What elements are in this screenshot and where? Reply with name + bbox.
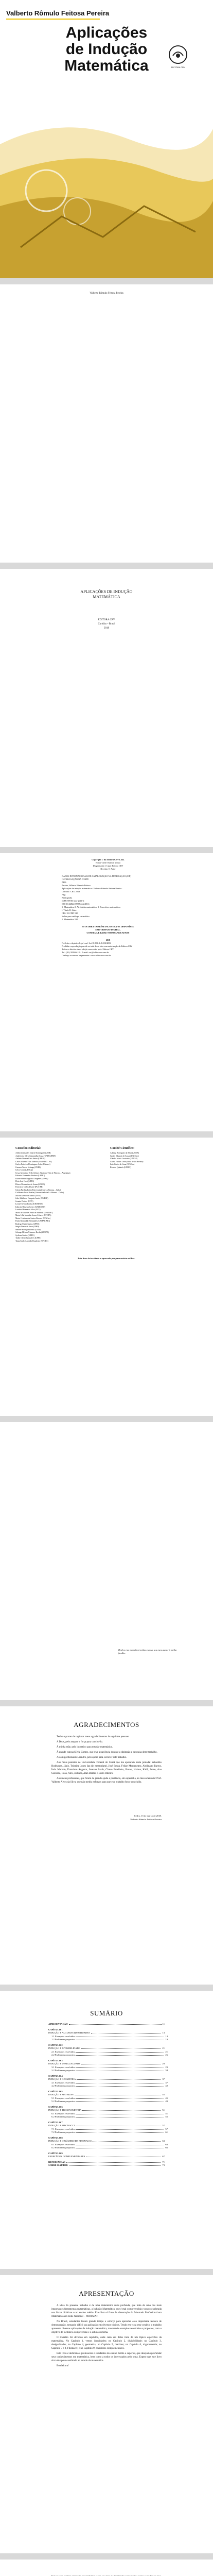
council-member: Leonel Severo Rocha (UNISINOS) <box>15 1203 43 1205</box>
toc-page-number: 51 <box>165 2112 168 2115</box>
toc-label: EXERCÍCIOS COMPLEMENTARES <box>48 2155 85 2158</box>
title-page <box>0 569 213 847</box>
presentation-page <box>0 2275 213 2553</box>
toc-leader <box>76 2115 164 2117</box>
toc-leader <box>86 2155 161 2157</box>
acknowledgment-paragraph: Ao amigo Reinaldo Leandro, pelo apoio para escrever este trabalho. <box>57 1756 127 1759</box>
toc-leader <box>76 2143 164 2145</box>
toc-row[interactable] <box>48 2152 165 2155</box>
toc-label: CAPÍTULO 8 <box>48 2136 63 2139</box>
toc-label: 1.1 Exemplos resolvidos <box>51 2035 75 2038</box>
toc-label: CAPÍTULO 3 <box>48 2059 63 2062</box>
page-gap <box>0 2269 213 2275</box>
toc-leader <box>81 2047 162 2049</box>
toc-row[interactable] <box>48 2140 165 2143</box>
toc-page-number: 45 <box>162 2093 165 2096</box>
toc-label: 8.1 Exemplos resolvidos <box>51 2143 75 2146</box>
toc-page-number: 42 <box>165 2084 168 2087</box>
toc-label: 7.1 Exemplos resolvidos <box>51 2127 75 2130</box>
council-member: Carlos Federico Dominguez Avila (Unieuro) <box>15 1163 50 1165</box>
toc-row[interactable] <box>48 2161 165 2164</box>
title-page-title <box>0 589 213 600</box>
toc-leader <box>77 2078 161 2080</box>
toc-row[interactable] <box>48 2146 168 2149</box>
council-member: Solange Helena Ximenes-Rocha (UFOPA) <box>15 1231 49 1233</box>
council-member: Maria Cristina dos Santos Bezerra (UFSCar) <box>15 1217 51 1219</box>
toc-label: 1.2 Problemas propostos <box>51 2038 75 2041</box>
copyright-line: Índice para catálogo sistemático <box>62 915 90 918</box>
toc-page-number: 57 <box>165 2127 168 2130</box>
toc-label: 3.1 Exemplos resolvidos <box>51 2065 75 2069</box>
toc-label: 2.1 Exemplos resolvidos <box>51 2050 75 2053</box>
acknowledgment-paragraph: À minha mãe, pelo incentivo para estudar matemática. <box>57 1746 113 1749</box>
copyright-line: Copyright © da Editora CRV Ltda. <box>92 858 125 861</box>
toc-row[interactable] <box>48 2143 168 2146</box>
council-member: Simone Rodrigues Pinto (UNB) <box>15 1228 41 1231</box>
toc-label: 6.1 Exemplos resolvidos <box>51 2112 75 2115</box>
copyright-line: I. Título II. Série. <box>62 909 77 911</box>
toc-row[interactable] <box>48 2038 168 2041</box>
toc-row[interactable] <box>48 2115 168 2119</box>
copyright-line: CONHEÇA E BAIXE NOSSO APLICATIVO! <box>86 931 130 934</box>
presentation-body <box>51 2304 162 2369</box>
toc-row[interactable] <box>48 2028 165 2031</box>
cover-author: Valberto Rômulo Feitosa Pereira <box>6 9 110 17</box>
toc-page-number: 13 <box>162 2031 165 2034</box>
toc-label: INDUÇÃO E O NÚMERO DE FIBONACCI <box>48 2140 92 2142</box>
toc-row[interactable] <box>48 2075 165 2078</box>
copyright-line: Diagramação e Capa: Editora CRV <box>93 865 123 867</box>
scientific-committee-column <box>110 1147 198 1169</box>
toc-label: 8.2 Problemas propostos <box>51 2146 75 2149</box>
toc-page-number: 29 <box>162 2062 165 2065</box>
toc-row[interactable] <box>48 2023 165 2026</box>
council-list <box>15 1152 103 1243</box>
toc-row[interactable] <box>48 2106 165 2109</box>
copyright-line: DOI 10.24824/978854442400.6 <box>62 903 90 905</box>
toc-row[interactable] <box>48 2090 165 2093</box>
toc-row[interactable] <box>48 2050 168 2054</box>
page-gap <box>0 563 213 569</box>
toc-row[interactable] <box>48 2069 168 2072</box>
toc-leader <box>69 2023 162 2025</box>
toc-label: INDUÇÃO E MATRIZES <box>48 2093 74 2096</box>
toc-label: CAPÍTULO 9 <box>48 2151 63 2155</box>
copyright-block <box>62 858 154 957</box>
cover-title-line: de Indução <box>65 41 148 58</box>
toc-label: 7.2 Problemas propostos <box>51 2131 75 2133</box>
toc-row[interactable] <box>48 2097 168 2100</box>
toc-label: CAPÍTULO 7 <box>48 2121 63 2124</box>
toc-page-number: 21 <box>162 2047 165 2049</box>
title-line: MATEMÁTICA <box>93 595 120 599</box>
copyright-line: Pereira, Valberto Rômulo Feitosa <box>62 884 91 887</box>
toc-page-number: 29 <box>165 2065 168 2069</box>
committee-member: Cláudia Maria Luvizotto (UNESP) <box>110 1158 138 1160</box>
council-member: Élsio José Corá (UFFS) <box>15 1180 34 1182</box>
toc-leader <box>76 2097 164 2099</box>
committee-list <box>110 1152 198 1169</box>
toc-page-number: 37 <box>162 2078 165 2080</box>
copyright-line: CATALOGAÇÃO NA FONTE <box>62 878 89 880</box>
toc-row[interactable] <box>48 2031 165 2035</box>
presentation-paragraph: Este livro é dedicado a professores e estudantes do ensino médio e superior, que desejam aprofundar seus conhecimentos em matemática, bem como a todos os interessados pelo tema. Espero que este livro sirva de apoio e estímulo ao estudo da matemática. <box>51 2352 162 2362</box>
toc-leader <box>76 2038 164 2040</box>
presentation-paragraph: No Brasil, estudantes levam grande tempo e esforço para aprender essa importante técnica de demonstração, tornando difícil sua aplicação em diversos tópicos. Tendo em vista esse cenário, o trabalho apresenta diversas aplicações de indução matemática, mostrando exemplos resolvidos e propostos, com o objetivo de facilitar a compreensão e o estudo do tema. <box>51 2320 162 2334</box>
toc-label: CAPÍTULO 1 <box>48 2028 63 2031</box>
copyright-line: Proibida a reprodução parcial ou total desta obra sem autorização da Editora CRV <box>62 945 133 947</box>
council-member: Sérgio Nunes de Jesus (IFRO) <box>15 1226 40 1228</box>
toc-leader <box>76 2084 164 2087</box>
toc-row[interactable] <box>48 2128 168 2131</box>
council-member: Elizeu Clementino de Souza (UNEB) <box>15 1183 45 1185</box>
page-gap <box>0 1131 213 1138</box>
copyright-line: Tel.: (41) 3039-6418 – E-mail: sac@editoracrv.com.br <box>62 951 109 954</box>
cover-rule <box>6 19 100 20</box>
toc-row[interactable] <box>48 2112 168 2115</box>
cover-title-line: Matemática <box>64 57 149 74</box>
toc-label: INDUÇÃO E GEOMETRIA <box>48 2078 76 2080</box>
title-line: APLICAÇÕES DE INDUÇÃO <box>80 589 133 594</box>
toc-page-number: 49 <box>165 2100 168 2103</box>
toc-leader <box>69 2164 162 2166</box>
acknowledgment-paragraph: Aos meus professores, que foram de grande ajuda e paciência, em especial a, ao meu orientador Prof. Valberto Alves da Silva, que não mediu esforços para que este trabalho fosse concluído. <box>51 1777 162 1784</box>
toc-page-number: 67 <box>162 2155 165 2158</box>
council-member: Lourdes Helena da Silva (UFV) <box>15 1209 41 1211</box>
toc-leader <box>76 2112 164 2114</box>
committee-member: Carlos Eduardo de Souza (UNIFAL) <box>110 1155 139 1157</box>
copyright-line: ISBN 978-85-444-2400-6 <box>62 900 84 902</box>
acknowledgments-page <box>0 1706 213 1985</box>
toc-label: INDUÇÃO E TRIGONOMETRIA <box>48 2109 82 2111</box>
committee-member: Luiz Carlos de Lima (UFSCar) <box>110 1163 135 1165</box>
toc-row[interactable] <box>48 2155 165 2158</box>
half-title-author: Valberto Rômulo Feitosa Pereira <box>90 292 123 295</box>
copyright-line: DADOS INTERNACIONAIS DE CATALOGAÇÃO NA PUBLICAÇÃO (CIP) <box>62 875 131 877</box>
toc-page-number: 45 <box>165 2096 168 2099</box>
copyright-line: 2018 <box>105 939 111 941</box>
council-member: Paulo Romualdo Hernandes (UNIFAL-MG) <box>15 1220 50 1222</box>
council-member: Guillermo Arias Beatón (Universidade de La Havana – Cuba) <box>15 1192 64 1194</box>
toc-label: CAPÍTULO 4 <box>48 2074 63 2077</box>
editorial-council-column <box>15 1147 103 1243</box>
toc-page-number: 61 <box>165 2131 168 2133</box>
toc-page-number: 13 <box>165 2035 168 2038</box>
council-footnote: Este livro foi avaliado e aprovado por pareceristas ad hoc. <box>78 1257 135 1260</box>
council-member: Eduardo Fernandes Barbosa (UFMG) <box>15 1175 45 1177</box>
toc-page-number: 55 <box>165 2115 168 2118</box>
council-title: Conselho Editorial: <box>15 1147 42 1150</box>
council-member: Sydione Santos (UEPG) <box>15 1234 34 1236</box>
toc-row[interactable] <box>48 2066 168 2069</box>
council-member: Lídia de Oliveira Xavier (UNIEURO) <box>15 1206 45 1208</box>
copyright-line: Bibliografia <box>62 896 73 899</box>
toc-leader <box>76 2054 164 2056</box>
copyright-line: P436 <box>62 881 66 884</box>
dedication-page <box>0 1422 213 1700</box>
toc-row[interactable] <box>48 2093 165 2096</box>
toc-page-number: 19 <box>165 2038 168 2041</box>
council-member: Aldira Guimarães Duarte Domínguez (UNB) <box>15 1152 51 1154</box>
copyright-line: 74 p. <box>62 893 66 896</box>
toc-page-number: 71 <box>162 2160 165 2163</box>
toc-label: 2.2 Problemas propostos <box>51 2054 75 2056</box>
half-title-page <box>0 284 213 563</box>
toc-leader <box>81 2062 161 2064</box>
toc-label: SOBRE O AUTOR <box>48 2164 68 2166</box>
toc-label: 4.1 Exemplos resolvidos <box>51 2081 75 2084</box>
toc-leader <box>76 2035 164 2037</box>
toc-page-number: 73 <box>162 2164 165 2166</box>
toc-leader <box>76 2128 164 2130</box>
toc-label: INDUÇÃO E FIBONACCI <box>48 2124 75 2127</box>
toc-row[interactable] <box>48 2109 165 2112</box>
toc-heading: SUMÁRIO <box>90 2009 123 2017</box>
toc-label: 6.2 Problemas propostos <box>51 2115 75 2118</box>
title-page-city: Curitiba – Brasil <box>98 623 115 625</box>
toc-row[interactable] <box>48 2059 165 2062</box>
toc-row[interactable] <box>48 2062 165 2065</box>
presentation-paragraph: O trabalho foi dividido em capítulos, onde cada um deles trata de um tópico específico da matemática. No Capítulo 1, vemos identidades; no Capítulo 2, divisibilidade; no Capítulo 3, desigualdades; no Capítulo 4, geometria; no Capítulo 5, matrizes; no Capítulo 6, trigonometria; no Capítulo 7 e 8, Fibonacci; e no Capítulo 9, exercícios complementares. <box>51 2336 162 2350</box>
acknowledgment-paragraph: A Deus, pelo amparo e força para concluí-lo. <box>57 1741 103 1743</box>
toc-leader <box>76 2100 164 2102</box>
committee-title: Comitê Científico: <box>110 1147 135 1150</box>
council-member: João Adalberto Campato Junior (UNESP) <box>15 1197 48 1199</box>
council-member: Maria Lília Imbiriba Sousa Colares (UFOPA) <box>15 1214 51 1216</box>
toc-page-number: 21 <box>165 2050 168 2053</box>
title-page-publisher: EDITORA CRV <box>98 619 115 621</box>
toc-leader <box>93 2140 162 2142</box>
toc-row[interactable] <box>48 2084 168 2088</box>
toc-row[interactable] <box>48 2054 168 2057</box>
toc-page-number: 66 <box>165 2146 168 2149</box>
copyright-line: CDU 51 CDD 510 <box>62 912 78 914</box>
toc-leader <box>82 2109 161 2111</box>
copyright-line: Editor-chefe: Railson Moura <box>95 861 121 864</box>
council-member: Carmen Tereza Velanga (UNIR) <box>15 1166 41 1168</box>
toc-leader <box>91 2031 162 2033</box>
toc-row[interactable] <box>48 2047 165 2050</box>
toc-page-number: 63 <box>165 2143 168 2146</box>
presentation-heading: APRESENTAÇÃO <box>79 2290 134 2297</box>
toc-leader <box>75 2093 162 2095</box>
council-member: Maria de Lourdes Pinto de Almeida (UNOESC) <box>15 1211 53 1214</box>
cover-page <box>0 0 213 278</box>
acknowledgment-paragraph: Tenho o prazer de registrar meus agradecimentos às seguintes pessoas: <box>57 1736 130 1738</box>
copyright-page <box>0 853 213 1131</box>
toc-leader <box>76 2081 164 2083</box>
copyright-line: Todos os direitos desta edição reservados pela: Editora CRV <box>62 948 114 951</box>
toc-leader <box>76 2131 164 2133</box>
toc-label: 3.2 Problemas propostos <box>51 2069 75 2072</box>
page-gap <box>0 278 213 284</box>
toc-row[interactable] <box>48 2044 165 2047</box>
committee-member: Adriana Rodrigues da Silva (UNEB) <box>110 1152 139 1154</box>
copyright-line: Conheça os nossos lançamentos: www.editoracrv.com.br <box>62 954 111 957</box>
copyright-line: 1. Matemática 2. Atividades matemáticas 3. Exercícios matemáticos <box>62 906 121 908</box>
committee-member: Gloria Fariñas León (Univ. de La Havana) <box>110 1160 144 1163</box>
copyright-line: Revisão: O Autor <box>100 868 116 870</box>
council-member: Antônio Pereira Gaio Júnior (UFRRJ) <box>15 1158 45 1160</box>
council-member: Carlos Alberto Vilar Estêvão (UMINHO – PT) <box>15 1160 52 1163</box>
acknowledgments-heading: AGRADECIMENTOS <box>74 1721 139 1728</box>
toc-label: CAPÍTULO 5 <box>48 2090 63 2093</box>
toc-page-number: 11 <box>162 2023 165 2025</box>
council-member: Francisco Carlos Duarte (PUC-PR) <box>15 1186 43 1188</box>
page-gap <box>0 847 213 853</box>
council-member: Tadeu Oliver Gonçalves (UFPA) <box>15 1237 41 1239</box>
toc-row[interactable] <box>48 2035 168 2038</box>
copyright-line: Aplicações de indução matemática / Valberto Rômulo Feitosa Pereira – <box>62 887 123 890</box>
toc-page-number: 34 <box>165 2069 168 2072</box>
toc-row[interactable] <box>48 2081 168 2084</box>
toc-label: 4.2 Problemas propostos <box>51 2084 75 2087</box>
cover-title-line: Aplicações <box>65 24 148 41</box>
toc-leader <box>66 2161 161 2163</box>
toc-label: INDUÇÃO E ALGUMAS IDENTIDADES <box>48 2031 90 2034</box>
presentation-paragraph: A ideia do presente trabalho é de uma matemática mais profunda, que trata de uma das mais importantes ferramentas matemáticas, a Indução Matemática, que é mal compreendida e pouco explorada nos livros didáticos e no ensino médio. Este livro é fruto da dissertação do Mestrado Profissional em Matemática em Rede Nacional – PROFMAT. <box>51 2304 162 2318</box>
copyright-line: 1. Matemática 510 <box>62 918 78 921</box>
toc-leader <box>76 2066 164 2068</box>
council-member: Andréia da Silva Quintanilha Sousa (UNIR/UFRN) <box>15 1155 56 1157</box>
toc-label: INDUÇÃO E DESIGUALDADE <box>48 2062 81 2065</box>
toc-page-number: 37 <box>165 2081 168 2084</box>
council-member: Jailson Alves dos Santos (UFRJ) <box>15 1194 41 1197</box>
toc-leader <box>76 2050 164 2053</box>
publisher-logo-icon <box>168 44 188 65</box>
presentation-paragraph: Boa leitura! <box>57 2365 69 2367</box>
toc-row[interactable] <box>48 2121 165 2124</box>
copyright-line: EM FORMATO DIGITAL. <box>95 928 121 931</box>
council-member: Josania Portela (UFPI) <box>15 1200 33 1202</box>
publisher-logo-text: EDITORA CRV <box>171 66 185 69</box>
acknowledgments-signature: Valberto Rômulo Feitosa Pereira <box>130 1818 162 1821</box>
page-gap <box>0 2553 213 2560</box>
page-gap <box>0 1985 213 1991</box>
cover-artwork <box>0 82 213 278</box>
copyright-line: Foi feito o depósito legal conf. Lei 10.994 de 14/12/2004 <box>62 942 111 944</box>
toc-row[interactable] <box>48 2124 165 2127</box>
toc-leader <box>76 2069 164 2071</box>
presentation-continued-page <box>0 2560 213 2576</box>
toc-label: CAPÍTULO 2 <box>48 2043 63 2046</box>
acknowledgment-paragraph: Aos meus parentes de Universidade Federal do Ceará que me apoiaram nesta jornada: Sebastião Rodrigues, Jânio, Teixeira Lopes Ipu (in memoriam), José Sousa, Felipe Montenegro, Abdênago Barros, Ítalo Macedo, Francisco Augusto, Joseane Sarah, Cícero Brasileiro, Bruno, Halana, Kalil, Jaime, Ana Caroline, Rosa, Alex, Julliana, Alan Dantas e Dario Ribeiro. <box>51 1761 162 1775</box>
dedication-text: Dedico este trabalho à minha esposa, aos meus pais e à minha família. <box>118 1649 177 1654</box>
toc-label: INDUÇÃO E DIVISIBILIDADE <box>48 2047 80 2049</box>
acknowledgments-date: Cedro, 15 de março de 2018. <box>134 1815 162 1817</box>
toc-leader <box>76 2124 161 2126</box>
toc-label: REFERÊNCIAS <box>48 2160 65 2163</box>
toc-row[interactable] <box>48 2100 168 2103</box>
committee-member: Ricardo Quintela (UFMG) <box>110 1166 131 1168</box>
council-member: Gloria Fariñas León (Universidade de La Havana – Cuba) <box>15 1189 61 1191</box>
council-member: Rodrigo Pratte-Santos (UFES) <box>15 1223 40 1225</box>
toc-page-number: 57 <box>162 2124 165 2127</box>
council-member: Celso Conti (UFSCar) <box>15 1169 33 1171</box>
toc-row[interactable] <box>48 2131 168 2134</box>
copyright-line: ESTA OBRA TAMBÉM ENCONTRA-SE DISPONÍVEL <box>82 925 134 928</box>
page-gap <box>0 1700 213 1706</box>
toc-page-number: 63 <box>162 2140 165 2142</box>
toc-row[interactable] <box>48 2137 165 2140</box>
council-member: Elione Maria Nogueira Diogenes (UFAL) <box>15 1177 48 1180</box>
toc-page <box>0 1991 213 2269</box>
toc-label: 5.2 Problemas propostos <box>51 2100 75 2103</box>
toc-label: APRESENTAÇÃO <box>48 2023 68 2025</box>
title-page-year: 2018 <box>104 627 109 630</box>
copyright-line: Curitiba : CRV, 2018. <box>62 890 81 893</box>
toc-row[interactable] <box>48 2078 165 2081</box>
toc-label: CAPÍTULO 6 <box>48 2105 63 2108</box>
acknowledgment-paragraph: À grande esposa Sílvia Gomes, que teve a paciência durante a digitação e pesquisa deste trabalho. <box>57 1751 157 1754</box>
toc-row[interactable] <box>48 2164 165 2167</box>
toc-leader <box>76 2146 164 2148</box>
council-member: Cesar Gerónimo Tello (Univer. Nacional Três de Febrero – Argentina) <box>15 1172 70 1174</box>
toc-page-number: 51 <box>162 2109 165 2111</box>
toc-label: 5.1 Exemplos resolvidos <box>51 2096 75 2099</box>
page-gap <box>0 1416 213 1422</box>
toc-page-number: 26 <box>165 2054 168 2056</box>
council-member: Tania Suely Azevedo Brasileiro (UFOPA) <box>15 1240 48 1242</box>
editorial-council-page <box>0 1138 213 1416</box>
acknowledgments-body <box>51 1735 162 1786</box>
